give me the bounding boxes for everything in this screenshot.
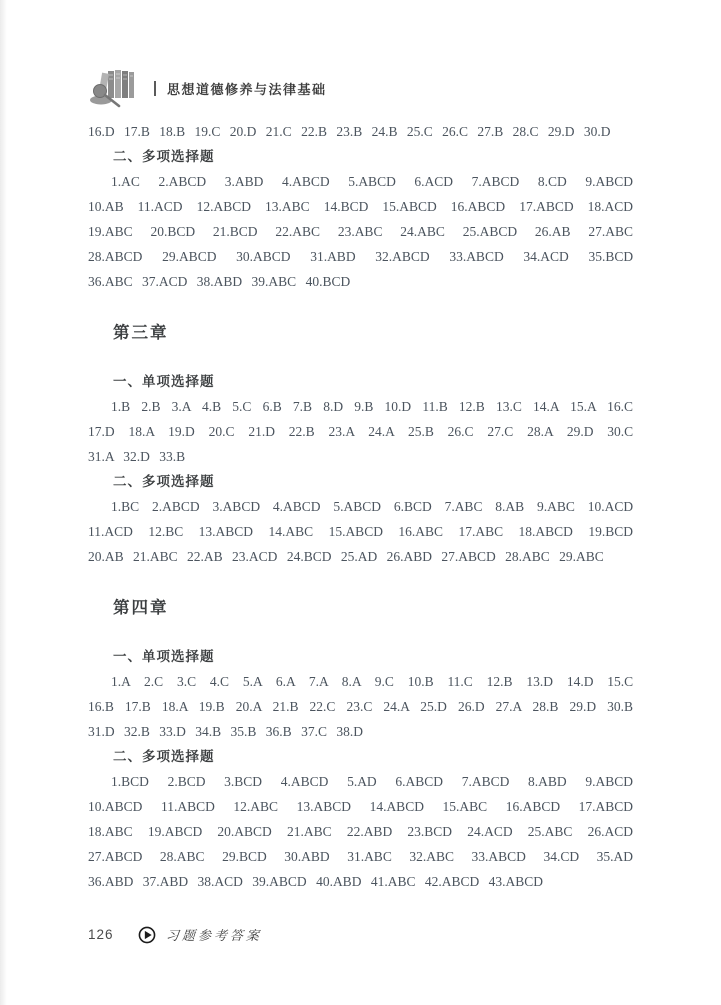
answer-item: 4.ABCD [281, 174, 330, 189]
answer-item: 30.D [583, 124, 611, 139]
answer-item: 35.AD [596, 849, 633, 864]
answer-item: 23.ABC [337, 224, 383, 239]
answer-item: 17.ABC [458, 524, 504, 539]
answer-item: 34.CD [543, 849, 580, 864]
answer-item: 3.BCD [224, 774, 263, 789]
answer-line [88, 419, 633, 444]
answer-item: 15.A [570, 399, 596, 414]
answer-item: 5.C [232, 399, 252, 414]
answer-item: 19.D [168, 424, 195, 439]
answer-item: 42.ABCD [424, 874, 480, 889]
answer-item: 23.A [328, 424, 355, 439]
answer-item: 33.B [159, 449, 186, 464]
answer-item: 11.ACD [88, 524, 133, 539]
answer-item: 20.A [235, 699, 262, 714]
answer-item: 23.BCD [407, 824, 453, 839]
answer-item: 7.ABC [444, 499, 483, 514]
answer-item: 17.ABCD [578, 799, 634, 814]
answer-item: 14.A [533, 399, 559, 414]
answer-item: 8.A [341, 674, 361, 689]
answer-item: 13.ABCD [198, 524, 254, 539]
answer-item: 10.D [384, 399, 412, 414]
answer-item: 28.ABC [505, 549, 550, 564]
answer-item: 38.ABD [196, 274, 243, 289]
answer-item: 12.BC [148, 524, 184, 539]
answer-item: 37.ACD [142, 274, 188, 289]
page-footer [88, 925, 262, 944]
answer-key-content [88, 119, 633, 894]
answer-item: 19.B [198, 699, 225, 714]
answer-item: 30.ABD [284, 849, 330, 864]
answer-item: 23.ACD [232, 549, 278, 564]
section-subheading: 二、多项选择题 [113, 749, 215, 764]
answer-item: 5.ABCD [333, 499, 382, 514]
answer-item: 37.ABD [142, 874, 189, 889]
answer-item: 1.BC [111, 499, 140, 514]
answer-item: 28.A [527, 424, 553, 439]
answer-item: 29.D [569, 699, 597, 714]
answer-item: 26.ABD [386, 549, 432, 564]
answer-item: 30.ABCD [236, 249, 291, 264]
answer-item: 40.ABD [316, 874, 362, 889]
answer-item: 13.ABC [265, 199, 310, 214]
answer-item: 11.ACD [137, 199, 183, 214]
answer-item: 13.C [495, 399, 522, 414]
answer-item: 9.ABCD [585, 174, 634, 189]
answer-item: 21.ABC [133, 549, 178, 564]
answer-item: 21.BCD [212, 224, 258, 239]
answer-item: 11.B [422, 399, 448, 414]
answer-line [88, 444, 633, 469]
answer-item: 29.ABCD [162, 249, 217, 264]
answer-item: 3.ABD [224, 174, 264, 189]
page-header [88, 68, 327, 108]
section-subheading: 二、多项选择题 [113, 149, 215, 164]
answer-item: 22.AB [187, 549, 223, 564]
answer-item: 8.ABD [528, 774, 567, 789]
answer-item: 13.ABCD [296, 799, 351, 814]
chapter-heading: 第三章 [113, 324, 169, 342]
answer-item: 9.B [354, 399, 374, 414]
answer-item: 4.ABCD [280, 774, 329, 789]
header-divider [154, 81, 156, 96]
answer-item: 22.B [301, 124, 327, 139]
answer-item: 24.ABC [400, 224, 445, 239]
answer-item: 17.B [124, 699, 151, 714]
answer-item: 18.B [159, 124, 186, 139]
page-number: 126 [88, 927, 114, 942]
answer-item: 40.BCD [305, 274, 351, 289]
answer-item: 34.B [195, 724, 222, 739]
answer-item: 25.AD [340, 549, 378, 564]
answer-item: 1.B [111, 399, 131, 414]
answer-item: 35.B [230, 724, 257, 739]
answer-line [88, 869, 633, 894]
answer-item: 38.ACD [197, 874, 243, 889]
answer-item: 14.D [566, 674, 594, 689]
answer-item: 31.A [88, 449, 114, 464]
answer-line [88, 794, 633, 819]
answer-item: 19.ABC [88, 224, 133, 239]
answer-item: 31.ABD [310, 249, 356, 264]
answer-item: 26.ACD [587, 824, 634, 839]
answer-line [88, 519, 633, 544]
answer-line [88, 244, 633, 269]
answer-item: 18.ACD [587, 199, 634, 214]
answer-line [88, 544, 633, 569]
answer-item: 12.ABC [233, 799, 279, 814]
answer-item: 13.D [526, 674, 553, 689]
answer-item: 12.B [458, 399, 485, 414]
answer-item: 28.ABCD [88, 249, 143, 264]
answer-item: 25.ABCD [462, 224, 518, 239]
answer-item: 23.C [346, 699, 373, 714]
answer-item: 16.C [607, 399, 634, 414]
answer-item: 32.ABCD [375, 249, 430, 264]
answer-item: 27.ABC [588, 224, 634, 239]
answer-item: 25.C [406, 124, 433, 139]
answer-item: 19.ABCD [147, 824, 203, 839]
answer-item: 33.D [159, 724, 186, 739]
answer-item: 26.C [442, 124, 469, 139]
answer-item: 17.ABCD [519, 199, 574, 214]
answer-item: 20.D [229, 124, 257, 139]
answer-item: 28.ABC [159, 849, 205, 864]
answer-item: 21.B [272, 699, 299, 714]
answer-item: 14.ABCD [369, 799, 424, 814]
answer-item: 34.ACD [523, 249, 569, 264]
answer-item: 36.B [265, 724, 292, 739]
answer-item: 36.ABD [88, 874, 134, 889]
answer-item: 14.ABC [268, 524, 314, 539]
book-title: 思想道德修养与法律基础 [167, 81, 327, 97]
answer-item: 15.C [607, 674, 634, 689]
answer-item: 8.CD [537, 174, 567, 189]
answer-item: 43.ABCD [488, 874, 543, 889]
answer-item: 20.C [208, 424, 235, 439]
answer-line [88, 844, 633, 869]
answer-item: 27.B [477, 124, 504, 139]
answer-item: 16.ABC [398, 524, 444, 539]
answer-item: 4.C [209, 674, 230, 689]
play-icon [138, 926, 156, 944]
answer-item: 15.ABCD [328, 524, 383, 539]
answer-item: 15.ABC [442, 799, 488, 814]
answer-item: 5.AD [347, 774, 377, 789]
answer-item: 4.B [201, 399, 222, 414]
answer-item: 25.ABC [527, 824, 573, 839]
answer-item: 2.ABCD [151, 499, 200, 514]
answer-item: 7.ABCD [461, 774, 510, 789]
answer-item: 39.ABC [251, 274, 297, 289]
answer-item: 2.C [143, 674, 164, 689]
answer-item: 5.A [242, 674, 263, 689]
answer-item: 28.B [532, 699, 559, 714]
answer-item: 9.ABCD [585, 774, 633, 789]
answer-item: 24.A [383, 699, 410, 714]
answer-item: 29.ABC [559, 549, 604, 564]
answer-item: 10.ABCD [88, 799, 143, 814]
answer-line [88, 219, 633, 244]
answer-item: 8.AB [495, 499, 525, 514]
answer-item: 11.C [447, 674, 473, 689]
answer-item: 26.D [457, 699, 485, 714]
answer-item: 41.ABC [370, 874, 416, 889]
answer-item: 24.B [371, 124, 398, 139]
answer-item: 20.ABCD [217, 824, 272, 839]
answer-item: 26.AB [534, 224, 571, 239]
answer-line [88, 269, 633, 294]
answer-item: 17.B [124, 124, 150, 139]
answer-item: 22.ABC [275, 224, 320, 239]
answer-item: 28.C [512, 124, 539, 139]
answer-item: 2.BCD [167, 774, 206, 789]
answer-item: 31.ABC [347, 849, 392, 864]
answer-item: 31.D [88, 724, 115, 739]
answer-item: 27.A [495, 699, 522, 714]
answer-item: 38.D [336, 724, 363, 739]
answer-item: 6.A [275, 674, 295, 689]
answer-item: 19.BCD [588, 524, 634, 539]
answer-item: 25.B [407, 424, 434, 439]
footer-section-label: 习题参考答案 [164, 928, 263, 943]
answer-item: 18.A [128, 424, 155, 439]
answer-item: 6.BCD [393, 499, 432, 514]
answer-item: 7.B [292, 399, 313, 414]
answer-item: 6.B [262, 399, 282, 414]
answer-item: 16.B [88, 699, 114, 714]
answer-item: 20.AB [88, 549, 124, 564]
answer-line [88, 394, 633, 419]
answer-item: 10.B [407, 674, 434, 689]
answer-item: 30.B [607, 699, 633, 714]
answer-item: 3.C [176, 674, 197, 689]
answer-item: 33.ABCD [449, 249, 504, 264]
answer-item: 15.ABCD [382, 199, 437, 214]
answer-item: 21.C [265, 124, 292, 139]
books-and-gavel-logo-icon [88, 68, 140, 108]
answer-item: 4.ABCD [272, 499, 321, 514]
answer-item: 3.A [171, 399, 191, 414]
answer-item: 21.ABC [286, 824, 332, 839]
answer-item: 24.BCD [286, 549, 332, 564]
answer-item: 20.BCD [150, 224, 196, 239]
answer-item: 32.B [124, 724, 150, 739]
answer-item: 22.ABD [346, 824, 393, 839]
answer-line [88, 694, 633, 719]
answer-item: 9.C [374, 674, 394, 689]
section-subheading: 二、多项选择题 [113, 474, 215, 489]
answer-item: 22.C [309, 699, 336, 714]
answer-item: 14.BCD [323, 199, 369, 214]
answer-line [88, 494, 633, 519]
answer-item: 24.A [368, 424, 395, 439]
answer-item: 36.ABC [88, 274, 133, 289]
answer-line [88, 169, 633, 194]
answer-item: 8.D [323, 399, 344, 414]
answer-item: 32.D [123, 449, 150, 464]
answer-item: 1.AC [111, 174, 140, 189]
section-subheading: 一、单项选择题 [113, 649, 215, 664]
answer-item: 12.B [486, 674, 513, 689]
answer-item: 33.ABCD [471, 849, 526, 864]
answer-line [88, 669, 633, 694]
answer-item: 24.ACD [467, 824, 513, 839]
answer-item: 19.C [194, 124, 221, 139]
section-subheading: 一、单项选择题 [113, 374, 215, 389]
answer-item: 16.D [88, 124, 115, 139]
answer-item: 9.ABC [537, 499, 575, 514]
answer-item: 18.A [161, 699, 188, 714]
answer-item: 27.ABCD [441, 549, 496, 564]
answer-item: 21.D [248, 424, 275, 439]
answer-item: 25.D [420, 699, 447, 714]
answer-item: 35.BCD [588, 249, 634, 264]
answer-item: 10.AB [88, 199, 124, 214]
answer-line [88, 769, 633, 794]
answer-item: 2.ABCD [158, 174, 207, 189]
answer-item: 6.ABCD [395, 774, 444, 789]
answer-item: 10.ACD [587, 499, 634, 514]
answer-item: 5.ABCD [348, 174, 396, 189]
answer-item: 27.ABCD [88, 849, 143, 864]
answer-item: 3.ABCD [212, 499, 261, 514]
answer-item: 7.ABCD [471, 174, 520, 189]
answer-item: 12.ABCD [196, 199, 251, 214]
answer-item: 37.C [301, 724, 327, 739]
answer-line [88, 119, 633, 144]
answer-item: 39.ABCD [252, 874, 307, 889]
answer-item: 26.C [447, 424, 474, 439]
answer-item: 18.ABC [88, 824, 133, 839]
answer-item: 23.B [336, 124, 363, 139]
answer-item: 27.C [487, 424, 514, 439]
answer-item: 22.B [288, 424, 315, 439]
answer-item: 17.D [88, 424, 115, 439]
answer-line [88, 819, 633, 844]
answer-line [88, 194, 633, 219]
answer-item: 16.ABCD [505, 799, 561, 814]
answer-item: 16.ABCD [450, 199, 506, 214]
answer-item: 2.B [141, 399, 161, 414]
answer-item: 29.BCD [222, 849, 267, 864]
answer-item: 1.BCD [111, 774, 149, 789]
answer-line [88, 719, 633, 744]
answer-item: 11.ABCD [160, 799, 215, 814]
answer-item: 18.ABCD [518, 524, 573, 539]
answer-item: 32.ABC [409, 849, 454, 864]
answer-item: 7.A [308, 674, 328, 689]
chapter-heading: 第四章 [113, 599, 169, 617]
answer-item: 1.A [111, 674, 131, 689]
answer-item: 29.D [547, 124, 575, 139]
answer-item: 30.C [607, 424, 634, 439]
answer-item: 6.ACD [414, 174, 454, 189]
answer-item: 29.D [566, 424, 594, 439]
